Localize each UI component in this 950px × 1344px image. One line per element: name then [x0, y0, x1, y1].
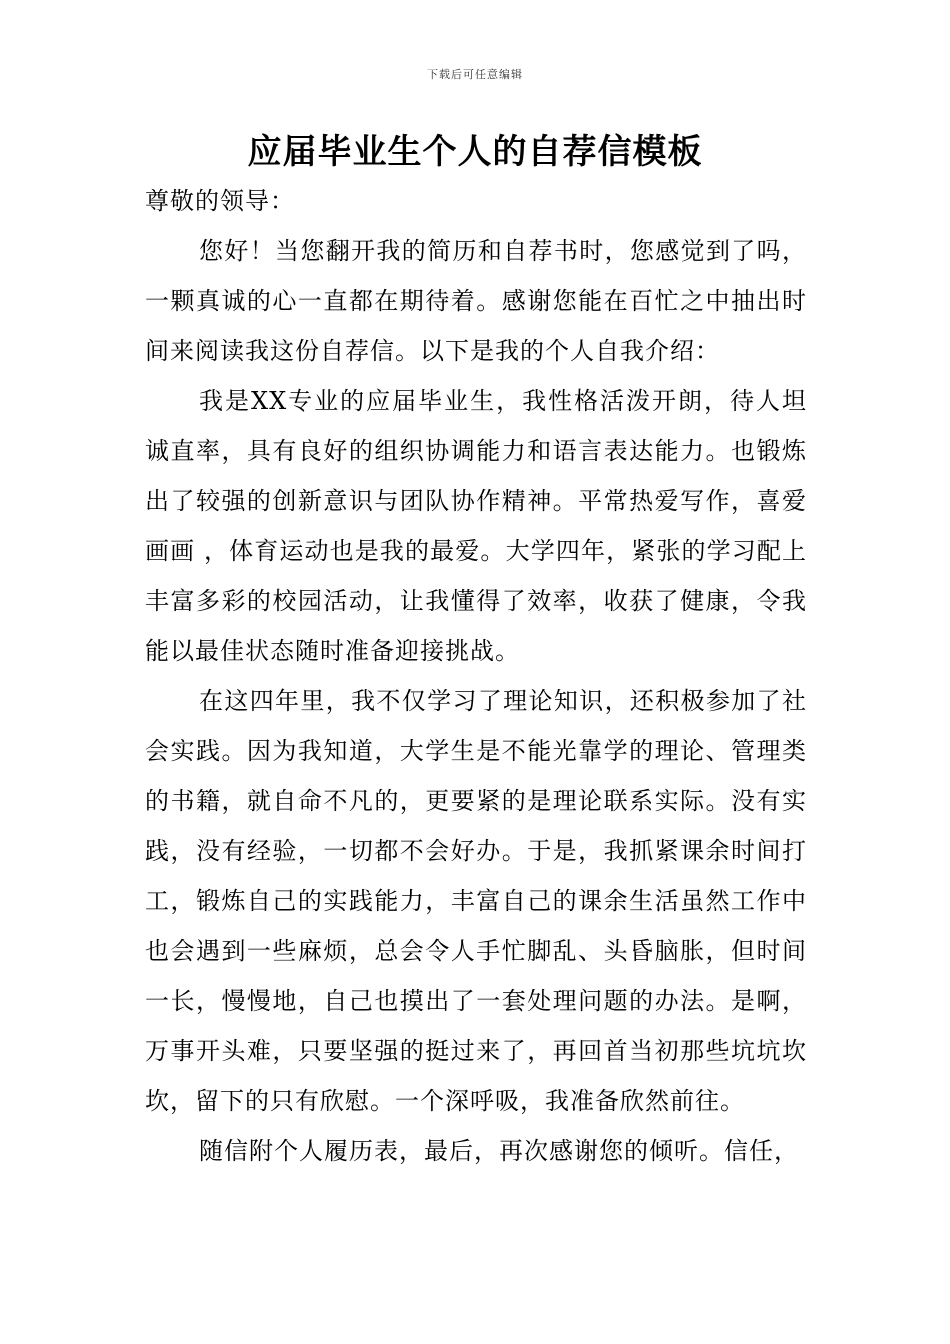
paragraph-3: 在这四年里，我不仅学习了理论知识，还积极参加了社会实践。因为我知道，大学生是不能光靠学的理论、管理类的书籍，就自命不凡的，更要紧的是理论联系实际。没有实践，没有经验，一切都不会好办。于是，我抓紧课余时间打工，锻炼自己的实践能力，丰富自己的课余生活虽然工作中也会遇到一些麻烦，总会令人手忙脚乱、头昏脑胀，但时间一长，慢慢地，自己也摸出了一套处理问题的办法。是啊，万事开头难，只要坚强的挺过来了，再回首当初那些坑坑坎坎，留下的只有欣慰。一个深呼吸，我准备欣然前往。 — [145, 687, 807, 1115]
header-note: 下载后可任意编辑 — [427, 68, 523, 81]
document-body — [145, 176, 807, 1176]
paragraph-1: 您好！当您翻开我的简历和自荐书时，您感觉到了吗，一颗真诚的心一直都在期待着。感谢您能在百忙之中抽出时间来阅读我这份自荐信。以下是我的个人自我介绍： — [145, 237, 807, 365]
paragraph-2: 我是XX专业的应届毕业生，我性格活泼开朗，待人坦诚直率，具有良好的组织协调能力和语言表达能力。也锻炼出了较强的创新意识与团队协作精神。平常热爱写作，喜爱画画 ，体育运动也是我的最爱。大学四年，紧张的学习配上丰富多彩的校园活动，让我懂得了效率，收获了健康，令我能以最佳状态随时准备迎接挑战。 — [145, 387, 807, 665]
document-title: 应届毕业生个人的自荐信模板 — [247, 132, 703, 172]
salutation: 尊敬的领导： — [145, 187, 295, 215]
paragraph-4: 随信附个人履历表，最后，再次感谢您的倾听。信任， — [199, 1137, 799, 1165]
